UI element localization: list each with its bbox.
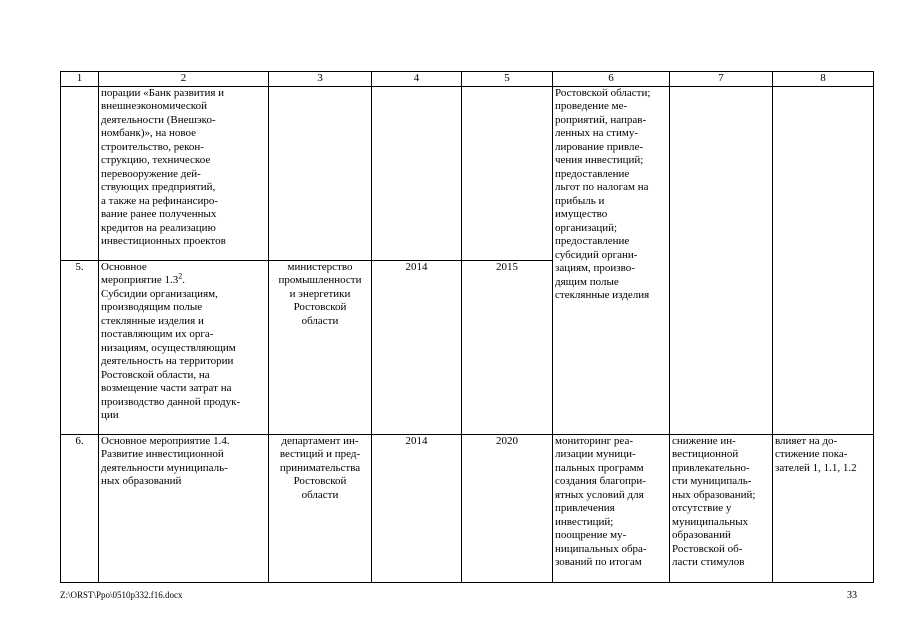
- header-col-6: 6: [553, 72, 670, 87]
- cont-activity-text: порации «Банк развития и внешнеэкономической деятельности (Внешэко- номбанк)», на новое строительство, рекон- струкцию, техническое перевооружение дей- ствующих предприятий, а также на рефинансиро- вание ранее полученных кредитов на реализацию инвестиционных проектов: [99, 86, 269, 260]
- footer-file-path: Z:\ORST\Ppo\0510p332.f16.docx: [60, 590, 183, 600]
- row6-indicators-text: влияет на до- стижение пока- зателей 1, 1.1, 1.2: [773, 434, 874, 582]
- row6-executor: департамент ин- вестиций и пред- принимательства Ростовской области: [269, 434, 372, 582]
- cont-start-cell: [372, 86, 462, 260]
- column-number-header-row: [61, 72, 874, 87]
- row6-end-year: 2020: [462, 434, 553, 582]
- cont-result-text: Ростовской области; проведение ме- роприятий, направ- ленных на стиму- лирование привле- чения инвестиций; предоставление льгот по налогам на прибыль и имущество организаций; предоставление субсидий органи- зациям, произво- дящим полые стеклянные изделия: [553, 86, 670, 434]
- cont-end-cell: [462, 86, 553, 260]
- footer-page-number: 33: [847, 590, 857, 601]
- row5-number: 5.: [61, 260, 99, 434]
- row6-consequences-text: снижение ин- вестиционной привлекательно- сти муниципаль- ных образований; отсутствие у муниципальных образований Ростовской об- ласти стимулов: [670, 434, 773, 582]
- row6-number: 6.: [61, 434, 99, 582]
- header-col-1: 1: [61, 72, 99, 87]
- row5-start-year: 2014: [372, 260, 462, 434]
- header-col-2: 2: [99, 72, 269, 87]
- header-col-4: 4: [372, 72, 462, 87]
- cont-num-cell: [61, 86, 99, 260]
- header-col-7: 7: [670, 72, 773, 87]
- table-row-continuation: [61, 86, 874, 260]
- cont-executor-cell: [269, 86, 372, 260]
- row5-executor: министерство промышленности и энергетики Ростовской области: [269, 260, 372, 434]
- row5-activity-text: Основное мероприятие $1.3^2$. Субсидии организациям, производящим полые стеклянные изделия и поставляющим их орга- низациям, осуществляющим деятельность на территории Ростовской области, на возмещение части затрат на производство данной продук- ции: [99, 260, 269, 434]
- cont-indicators-cell: [773, 86, 874, 434]
- row5-end-year: 2015: [462, 260, 553, 434]
- table-row-6: [61, 434, 874, 582]
- header-col-8: 8: [773, 72, 874, 87]
- header-col-5: 5: [462, 72, 553, 87]
- program-activities-table: [60, 71, 874, 583]
- row6-activity-text: Основное мероприятие 1.4. Развитие инвестиционной деятельности муниципаль- ных образований: [99, 434, 269, 582]
- row6-result-text: мониторинг реа- лизации муници- пальных программ создания благопри- ятных условий для привлечения инвестиций; поощрение му- ниципальных обра- зований по итогам: [553, 434, 670, 582]
- cont-consequences-cell: [670, 86, 773, 434]
- row6-start-year: 2014: [372, 434, 462, 582]
- header-col-3: 3: [269, 72, 372, 87]
